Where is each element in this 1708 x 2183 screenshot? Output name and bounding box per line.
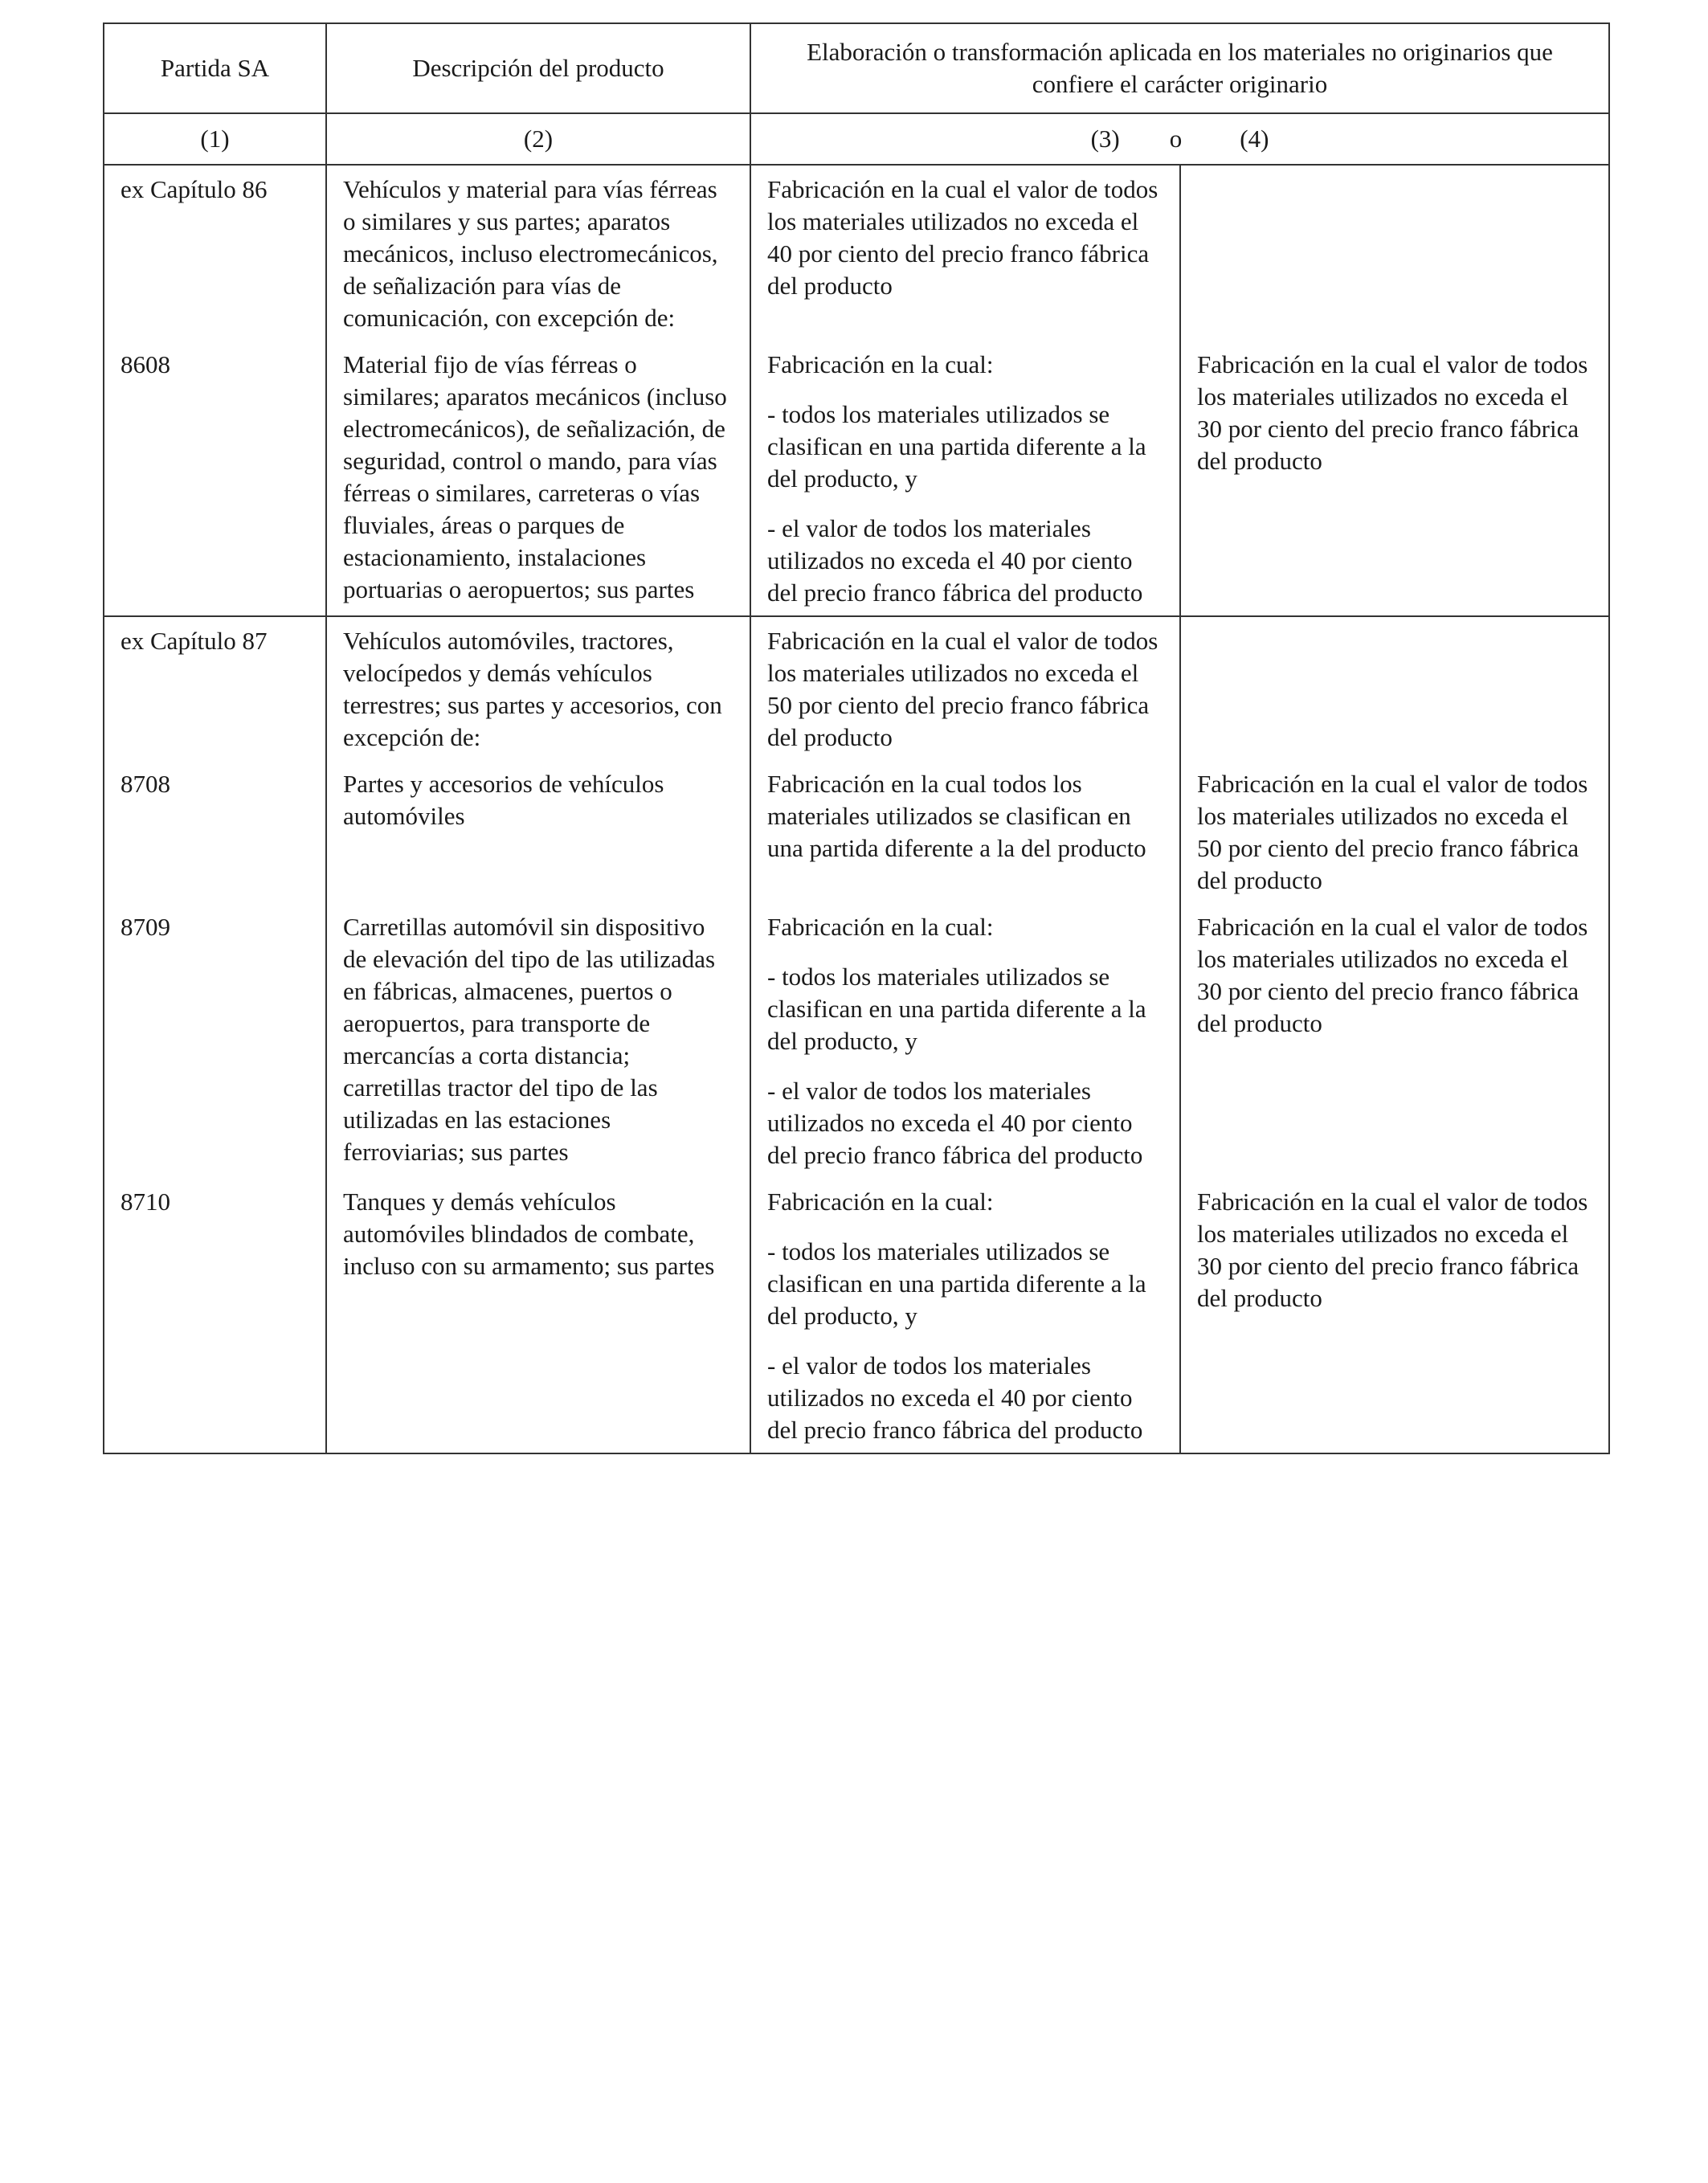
rule-col3 [750, 1171, 1180, 1453]
rule-col4 [1180, 616, 1609, 754]
rule-col3 [750, 754, 1180, 897]
header-product-description: Descripción del producto [326, 23, 750, 113]
rule-col3 [750, 165, 1180, 334]
column-number-3: (3) [1090, 125, 1120, 153]
table-row [104, 754, 1609, 897]
table-row [104, 1171, 1609, 1453]
column-number-1: (1) [104, 113, 326, 165]
rule-col4: Fabricación en la cual el valor de todos los materiales utilizados no exceda el 30 por ciento del precio franco fábrica del producto [1180, 1171, 1609, 1453]
rule-col3 [750, 334, 1180, 616]
column-number-4: (4) [1240, 125, 1269, 153]
rule-paragraph: Fabricación en la cual todos los materiales utilizados se clasifican en una partida diferente a la del producto [767, 770, 1146, 862]
rule-col4 [1180, 165, 1609, 334]
rule-paragraph: Fabricación en la cual: [767, 1188, 994, 1216]
rule-paragraph: - todos los materiales utilizados se clasifican en una partida diferente a la del producto, y [767, 963, 1146, 1055]
rule-paragraph: - todos los materiales utilizados se clasifican en una partida diferente a la del producto, y [767, 1237, 1146, 1330]
hs-code: 8708 [104, 754, 326, 897]
or-label: o [1169, 125, 1183, 153]
header-working-processing: Elaboración o transformación aplicada en los materiales no originarios que confiere el carácter originario [750, 23, 1609, 113]
product-description: Partes y accesorios de vehículos automóviles [326, 754, 750, 897]
product-description: Material fijo de vías férreas o similares; aparatos mecánicos (incluso electromecánicos), de señalización, de seguridad, control o mando, para vías férreas o similares, carreteras o vías fluviales, áreas o parques de estacionamiento, instalaciones portuarias o aeropuertos; sus partes [326, 334, 750, 616]
column-number-3-or-4 [750, 113, 1609, 165]
rule-paragraph: Fabricación en la cual: [767, 350, 994, 378]
rule-paragraph: Fabricación en la cual: [767, 913, 994, 941]
rule-paragraph: Fabricación en la cual el valor de todos los materiales utilizados no exceda el 50 por ciento del precio franco fábrica del producto [767, 627, 1158, 751]
table-row [104, 616, 1609, 754]
header-hs-heading: Partida SA [104, 23, 326, 113]
column-number-2: (2) [326, 113, 750, 165]
column-number-row [104, 113, 1609, 165]
product-description: Tanques y demás vehículos automóviles blindados de combate, incluso con su armamento; sus partes [326, 1171, 750, 1453]
rule-col4: Fabricación en la cual el valor de todos los materiales utilizados no exceda el 50 por ciento del precio franco fábrica del producto [1180, 754, 1609, 897]
table-row [104, 334, 1609, 616]
hs-code: 8709 [104, 897, 326, 1171]
product-description: Carretillas automóvil sin dispositivo de elevación del tipo de las utilizadas en fábricas, almacenes, puertos o aeropuertos, para transporte de mercancías a corta distancia; carretillas tractor del tipo de las utilizadas en las estaciones ferroviarias; sus partes [326, 897, 750, 1171]
rule-col3 [750, 897, 1180, 1171]
product-description: Vehículos y material para vías férreas o similares y sus partes; aparatos mecánicos, incluso electromecánicos, de señalización para vías de comunicación, con excepción de: [326, 165, 750, 334]
rule-col4: Fabricación en la cual el valor de todos los materiales utilizados no exceda el 30 por ciento del precio franco fábrica del producto [1180, 334, 1609, 616]
rule-paragraph: - el valor de todos los materiales utilizados no exceda el 40 por ciento del precio franco fábrica del producto [767, 514, 1143, 607]
hs-code: 8710 [104, 1171, 326, 1453]
hs-code: 8608 [104, 334, 326, 616]
rule-paragraph: - todos los materiales utilizados se clasifican en una partida diferente a la del producto, y [767, 400, 1146, 493]
rule-col4: Fabricación en la cual el valor de todos los materiales utilizados no exceda el 30 por ciento del precio franco fábrica del producto [1180, 897, 1609, 1171]
header-row [104, 23, 1609, 113]
rules-of-origin-table [103, 22, 1610, 1454]
product-description: Vehículos automóviles, tractores, velocípedos y demás vehículos terrestres; sus partes y accesorios, con excepción de: [326, 616, 750, 754]
hs-code: ex Capítulo 86 [104, 165, 326, 334]
rule-col3 [750, 616, 1180, 754]
rule-paragraph: - el valor de todos los materiales utilizados no exceda el 40 por ciento del precio franco fábrica del producto [767, 1077, 1143, 1169]
table-row [104, 165, 1609, 334]
rule-paragraph: - el valor de todos los materiales utilizados no exceda el 40 por ciento del precio franco fábrica del producto [767, 1351, 1143, 1444]
rule-paragraph: Fabricación en la cual el valor de todos los materiales utilizados no exceda el 40 por ciento del precio franco fábrica del producto [767, 175, 1158, 300]
table-row [104, 897, 1609, 1171]
hs-code: ex Capítulo 87 [104, 616, 326, 754]
